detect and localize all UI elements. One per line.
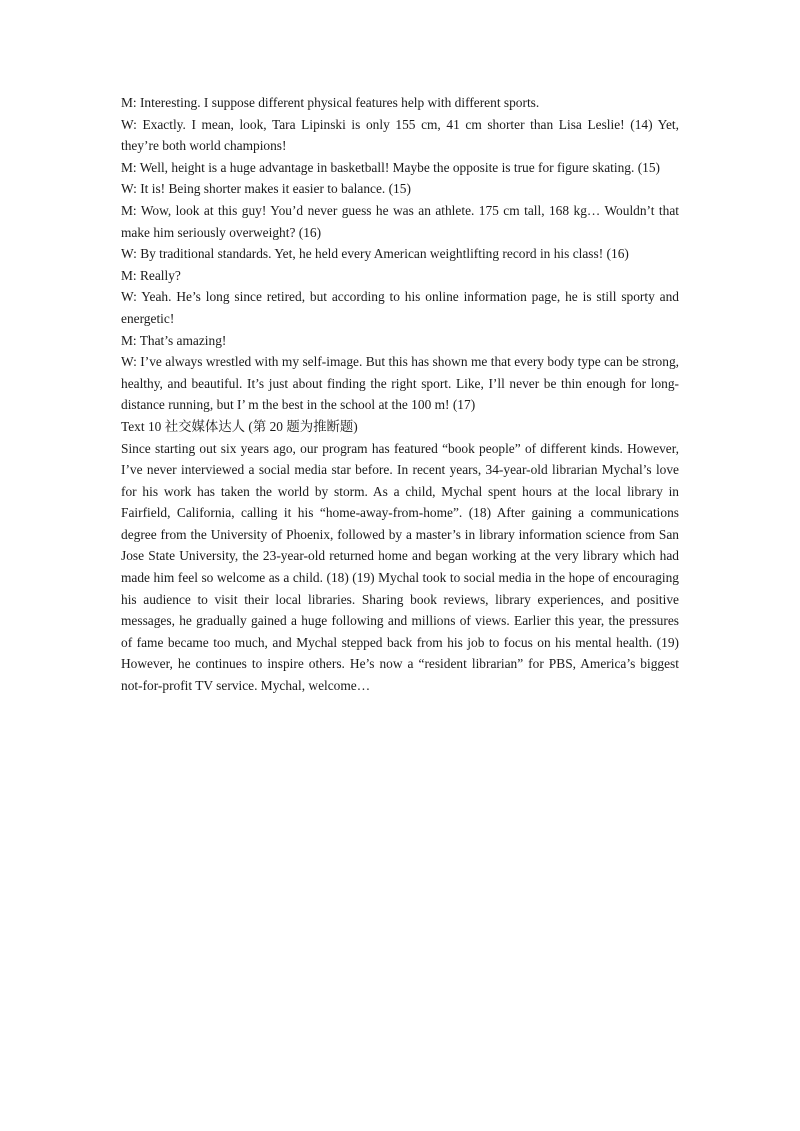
dialogue-line: M: Well, height is a huge advantage in basketball! Maybe the opposite is true for figure skating. (15) <box>121 159 660 175</box>
passage-paragraph: Since starting out six years ago, our program has featured “book people” of different kinds. However, I’ve never interviewed a social media star before. In recent years, 34-year-old librarian Mychal’s love for his work has taken the world by storm. As a child, Mychal spent hours at the local library in Fairfield, California, calling it his “home-away-from-home”. (18) After gaining a communications degree from the University of Phoenix, followed by a master’s in library information science from San Jose State University, the 23-year-old returned home and began working at the very library which had made him feel so welcome as a child. (18) (19) Mychal took to social media in the hope of encouraging his audience to visit their local libraries. Sharing book reviews, library experiences, and positive messages, he gradually gained a huge following and millions of views. Earlier this year, the pressures of fame became too much, and Mychal stepped back from his job to focus on his mental health. (19) However, he continues to inspire others. He’s now a “resident librarian” for PBS, America’s biggest not-for-profit TV service. Mychal, welcome… <box>121 440 679 694</box>
dialogue-line: W: Yeah. He’s long since retired, but according to his online information page, he is still sporty and energetic! <box>121 289 679 326</box>
dialogue-line: M: That’s amazing! <box>121 332 227 348</box>
dialogue-line: M: Wow, look at this guy! You’d never guess he was an athlete. 175 cm tall, 168 kg… Wouldn’t that make him seriously overweight? (16) <box>121 202 679 240</box>
dialogue-line: W: By traditional standards. Yet, he held every American weightlifting record in his class! (16) <box>121 246 629 262</box>
dialogue-line: M: Really? <box>121 267 181 283</box>
dialogue-line: W: I’ve always wrestled with my self-image. But this has shown me that every body type can be strong, healthy, and beautiful. It’s just about finding the right sport. Like, I’ll never be thin enough for long-distance running, but I’ m the best in the school at the 100 m! (17) <box>121 354 679 413</box>
dialogue-line: W: Exactly. I mean, look, Tara Lipinski is only 155 cm, 41 cm shorter than Lisa Leslie! (14) Yet, they’re both world champions! <box>121 116 679 154</box>
dialogue-line: W: It is! Being shorter makes it easier to balance. (15) <box>121 181 411 197</box>
document-page <box>121 92 679 697</box>
section-heading: Text 10 社交媒体达人 (第 20 题为推断题) <box>121 418 358 434</box>
dialogue-line: M: Interesting. I suppose different physical features help with different sports. <box>121 95 540 110</box>
